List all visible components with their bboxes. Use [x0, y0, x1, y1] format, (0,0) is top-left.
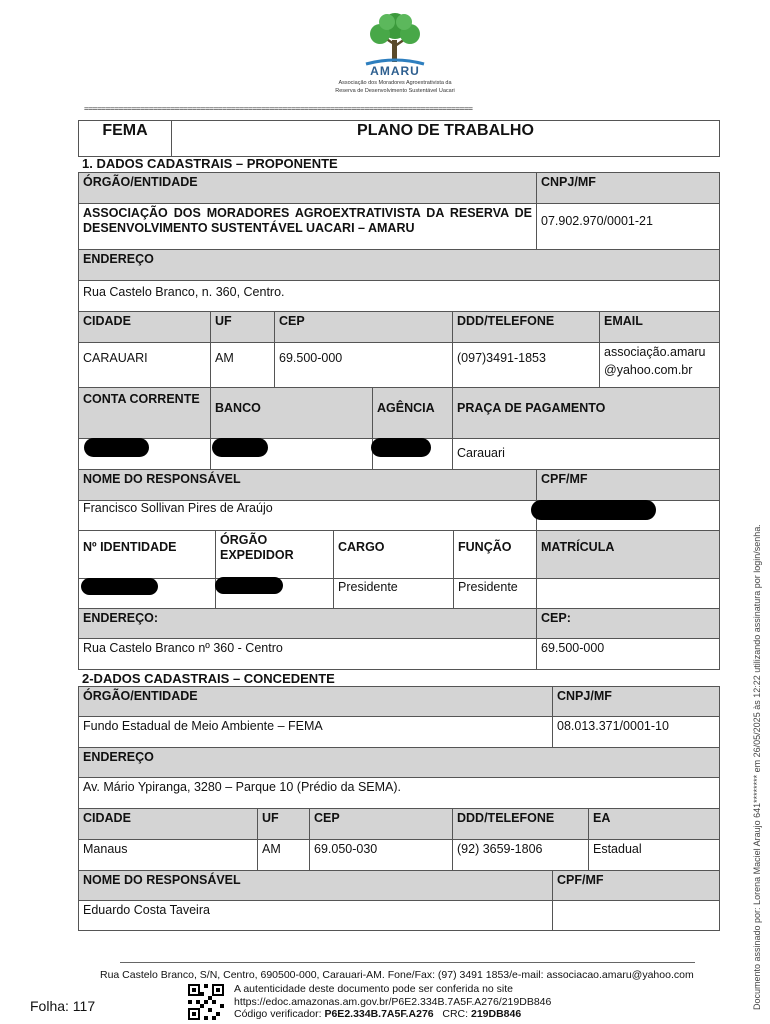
endereco-value: Rua Castelo Branco, n. 360, Centro. — [78, 280, 720, 312]
concedente-cnpj-value: 08.013.371/0001-10 — [552, 716, 720, 748]
concedente-cep-label: CEP — [309, 808, 453, 840]
concedente-orgao-label: ÓRGÃO/ENTIDADE — [78, 686, 553, 717]
cargo-label: CARGO — [333, 530, 454, 579]
crc-label: CRC: — [442, 1008, 469, 1020]
cpf-label: CPF/MF — [536, 469, 720, 501]
auth-line-1: A autenticidade deste documento pode ser conferida no site — [234, 983, 514, 995]
concedente-responsavel-label: NOME DO RESPONSÁVEL — [78, 870, 553, 901]
concedente-ddd-label: DDD/TELEFONE — [452, 808, 589, 840]
concedente-ea-value: Estadual — [588, 839, 720, 871]
orgao-exp-label: ÓRGÃO EXPEDIDOR — [215, 530, 334, 579]
concedente-cnpj-label: CNPJ/MF — [552, 686, 720, 717]
responsavel-label: NOME DO RESPONSÁVEL — [78, 469, 537, 501]
logo-name: AMARU — [370, 64, 420, 78]
praca-value: Carauari — [452, 438, 720, 470]
concedente-cep-value: 69.050-030 — [309, 839, 453, 871]
concedente-cpf-label: CPF/MF — [552, 870, 720, 901]
concedente-cidade-value: Manaus — [78, 839, 258, 871]
concedente-responsavel-value: Eduardo Costa Taveira — [78, 900, 553, 931]
ddd-value: (097)3491-1853 — [452, 342, 600, 388]
concedente-orgao-value: Fundo Estadual de Meio Ambiente – FEMA — [78, 716, 553, 748]
authenticity-notice — [234, 983, 551, 1021]
email-value: associação.amaru@yahoo.com.br — [599, 342, 720, 388]
matricula-label: MATRÍCULA — [536, 530, 720, 579]
orgao-label: ÓRGÃO/ENTIDADE — [78, 172, 537, 204]
page-number: Folha: 117 — [30, 998, 96, 1014]
qr-code-icon[interactable] — [188, 984, 224, 1020]
redacted-banco — [212, 438, 268, 457]
uf-value: AM — [210, 342, 275, 388]
crc-code: 219DB846 — [470, 1008, 522, 1020]
tree-logo-icon — [360, 10, 430, 68]
cidade-label: CIDADE — [78, 311, 211, 343]
cidade-value: CARAUARI — [78, 342, 211, 388]
cep2-label: CEP: — [536, 608, 720, 639]
redacted-cpf — [531, 500, 656, 520]
cep2-value: 69.500-000 — [536, 638, 720, 670]
redacted-orgao-exp — [215, 577, 283, 594]
banco-label: BANCO — [210, 387, 373, 439]
header-fema: FEMA — [78, 120, 172, 157]
page-title: PLANO DE TRABALHO — [171, 120, 720, 157]
cep-value: 69.500-000 — [274, 342, 453, 388]
redacted-agencia — [371, 438, 431, 457]
agencia-label: AGÊNCIA — [372, 387, 453, 439]
endereco2-value: Rua Castelo Branco nº 360 - Centro — [78, 638, 537, 670]
separator-line: ========================================================================================== — [84, 106, 473, 112]
signature-side-note: Documento assinado por: Lorena Maciel Araujo 641******** em 26/05/2025 às 12:22 utilizando assinatura por login/senha. — [752, 524, 762, 1010]
orgao-value: ASSOCIAÇÃO DOS MORADORES AGROEXTRATIVISTA DA RESERVA DE DESENVOLVIMENTO SUSTENTÁVEL UACARI – AMARU — [78, 203, 537, 250]
identidade-label: Nº IDENTIDADE — [78, 530, 216, 579]
concedente-uf-value: AM — [257, 839, 310, 871]
funcao-value: Presidente — [453, 578, 537, 609]
cargo-value: Presidente — [333, 578, 454, 609]
logo-subtitle-2: Reserva de Desenvolvimento Sustentável Uacari — [335, 88, 455, 94]
concedente-cpf-value — [552, 900, 720, 931]
funcao-label: FUNÇÃO — [453, 530, 537, 579]
amaru-logo — [325, 10, 465, 105]
redacted-identidade — [81, 578, 158, 595]
endereco2-label: ENDEREÇO: — [78, 608, 537, 639]
matricula-value — [536, 578, 720, 609]
footer-divider — [120, 962, 695, 963]
concedente-endereco-value: Av. Mário Ypiranga, 3280 – Parque 10 (Prédio da SEMA). — [78, 777, 720, 809]
concedente-ddd-value: (92) 3659-1806 — [452, 839, 589, 871]
cnpj-label: CNPJ/MF — [536, 172, 720, 204]
logo-subtitle-1: Associação dos Moradores Agroextrativista da — [338, 80, 452, 86]
responsavel-value: Francisco Sollivan Pires de Araújo — [78, 500, 537, 531]
verification-line — [234, 1008, 551, 1021]
concedente-ea-label: EA — [588, 808, 720, 840]
verif-label: Código verificador: — [234, 1008, 322, 1020]
concedente-endereco-label: ENDEREÇO — [78, 747, 720, 778]
ddd-label: DDD/TELEFONE — [452, 311, 600, 343]
verif-code: P6E2.334B.7A5F.A276 — [324, 1008, 434, 1020]
auth-link[interactable]: https://edoc.amazonas.am.gov.br/P6E2.334B.7A5F.A276/219DB846 — [234, 995, 552, 1008]
cep-label: CEP — [274, 311, 453, 343]
section2-title: 2-DADOS CADASTRAIS – CONCEDENTE — [82, 671, 335, 686]
email-label: EMAIL — [599, 311, 720, 343]
conta-label: CONTA CORRENTE — [78, 387, 211, 439]
section1-title: 1. DADOS CADASTRAIS – PROPONENTE — [82, 156, 338, 171]
cnpj-value: 07.902.970/0001-21 — [536, 203, 720, 250]
footer-address: Rua Castelo Branco, S/N, Centro, 690500-000, Carauari-AM. Fone/Fax: (97) 3491 1853/e-mail: associacao.amaru@yahoo.com — [100, 969, 694, 981]
endereco-label: ENDEREÇO — [78, 249, 720, 281]
uf-label: UF — [210, 311, 275, 343]
concedente-cidade-label: CIDADE — [78, 808, 258, 840]
praca-label: PRAÇA DE PAGAMENTO — [452, 387, 720, 439]
concedente-uf-label: UF — [257, 808, 310, 840]
redacted-conta — [84, 438, 149, 457]
